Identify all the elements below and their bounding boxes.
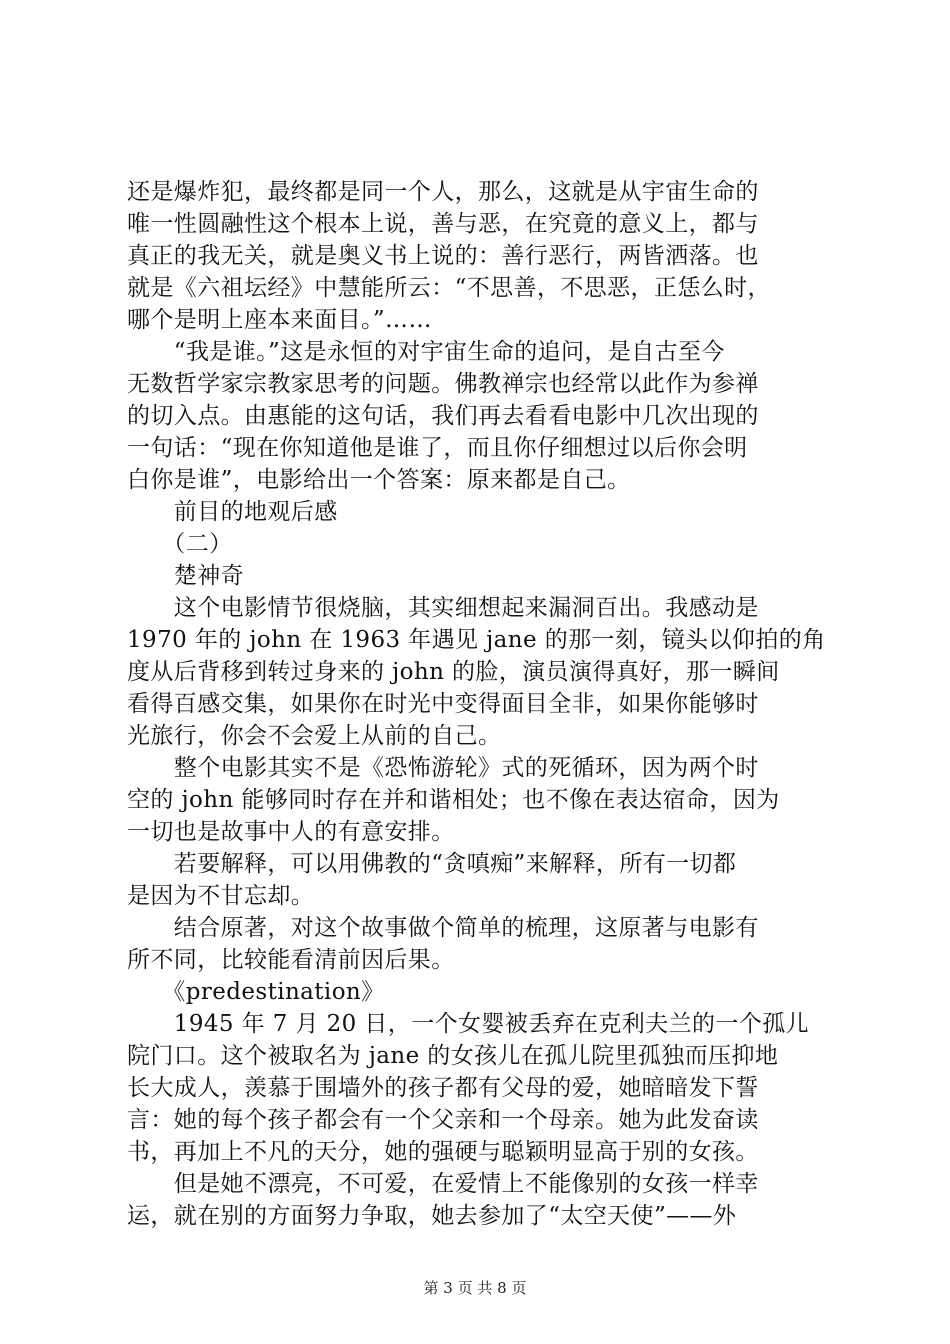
text-line: 院门口。这个被取名为 jane 的女孩儿在孤儿院里孤独而压抑地 — [127, 1043, 779, 1069]
text-line: 真正的我无关，就是奥义书上说的：善行恶行，两皆洒落。也 — [127, 243, 759, 269]
text-line: 空的 john 能够同时存在并和谐相处；也不像在表达宿命，因为 — [127, 787, 780, 813]
body-text — [127, 176, 847, 1232]
text-line: 但是她不漂亮，不可爱，在爱情上不能像别的女孩一样幸 — [127, 1171, 759, 1197]
text-line: 光旅行，你会不会爱上从前的自己。 — [127, 723, 502, 749]
text-line: 前目的地观后感 — [127, 499, 338, 525]
text-line: 一句话：“现在你知道他是谁了，而且你仔细想过以后你会明 — [127, 435, 748, 461]
text-line: （二） — [127, 531, 233, 557]
text-line: 楚神奇 — [127, 563, 244, 589]
text-line: 言：她的每个孩子都会有一个父亲和一个母亲。她为此发奋读 — [127, 1107, 759, 1133]
text-line: 结合原著，对这个故事做个简单的梳理，这原著与电影有 — [127, 915, 759, 941]
text-line: 若要解释，可以用佛教的“贪嗔痴”来解释，所有一切都 — [127, 851, 737, 877]
text-line: 整个电影其实不是《恐怖游轮》式的死循环，因为两个时 — [127, 755, 759, 781]
page-footer: 第 3 页 共 8 页 — [423, 1279, 527, 1297]
text-line: 还是爆炸犯，最终都是同一个人，那么，这就是从宇宙生命的 — [127, 179, 759, 205]
text-line: 看得百感交集，如果你在时光中变得面目全非，如果你能够时 — [127, 691, 759, 717]
text-line: 1970 年的 john 在 1963 年遇见 jane 的那一刻，镜头以仰拍的角 — [127, 627, 826, 653]
text-line: 书，再加上不凡的天分，她的强硬与聪颖明显高于别的女孩。 — [127, 1139, 759, 1165]
text-line: 《predestination》 — [127, 979, 385, 1005]
text-line: 度从后背移到转过身来的 john 的脸，演员演得真好，那一瞬间 — [127, 659, 780, 685]
text-line: 运，就在别的方面努力争取，她去参加了“太空天使”——外 — [127, 1203, 737, 1229]
text-line: 一切也是故事中人的有意安排。 — [127, 819, 455, 845]
text-line: 的切入点。由惠能的这句话，我们再去看看电影中几次出现的 — [127, 403, 759, 429]
text-line: 所不同，比较能看清前因后果。 — [127, 947, 455, 973]
text-line: 这个电影情节很烧脑，其实细想起来漏洞百出。我感动是 — [127, 595, 759, 621]
text-line: “我是谁。”这是永恒的对宇宙生命的追问，是自古至今 — [127, 339, 725, 365]
text-line: 是因为不甘忘却。 — [127, 883, 315, 909]
text-line: 无数哲学家宗教家思考的问题。佛教禅宗也经常以此作为参禅 — [127, 371, 759, 397]
text-line: 1945 年 7 月 20 日，一个女婴被丢弃在克利夫兰的一个孤儿 — [127, 1011, 809, 1037]
text-line: 白你是谁”，电影给出一个答案：原来都是自己。 — [127, 467, 631, 493]
text-line: 哪个是明上座本来面目。”…… — [127, 307, 432, 333]
text-line: 唯一性圆融性这个根本上说，善与恶，在究竟的意义上，都与 — [127, 211, 759, 237]
text-line: 长大成人，羡慕于围墙外的孩子都有父母的爱，她暗暗发下誓 — [127, 1075, 759, 1101]
text-line: 就是《六祖坛经》中慧能所云：“不思善，不思恶，正恁么时， — [127, 275, 771, 301]
